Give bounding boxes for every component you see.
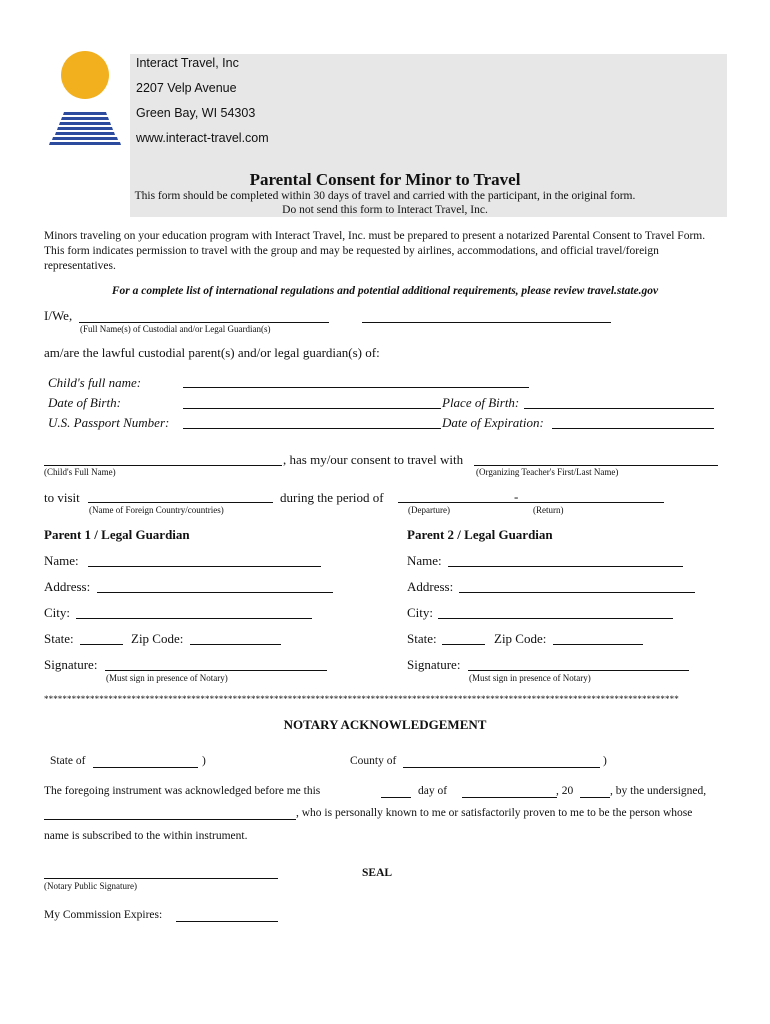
parent1-zip-label: Zip Code: xyxy=(131,631,184,646)
child-fullname-field[interactable] xyxy=(44,465,282,466)
period-field[interactable] xyxy=(398,502,664,503)
parent2-signature-caption: (Must sign in presence of Notary) xyxy=(469,673,591,683)
intro-paragraph: Minors traveling on your education program with Interact Travel, Inc. must be prepared to present a notarized Parental Consent to Travel Form. This form indicates permission to travel with the group and may be requested by airlines, accommodations, and official travel/foreign representatives. xyxy=(44,230,706,272)
departure-caption: (Departure) xyxy=(408,505,450,515)
dob-field[interactable] xyxy=(183,408,441,409)
parent1-name-field[interactable] xyxy=(88,566,321,567)
notary-signature-field[interactable] xyxy=(44,878,278,879)
ack-comma-20: , 20 xyxy=(556,785,574,797)
company-name: Interact Travel, Inc xyxy=(136,56,239,70)
pob-label: Place of Birth: xyxy=(442,395,520,410)
visit-label: to visit xyxy=(44,490,80,505)
regulations-note: For a complete list of international regulations and potential additional requirements, please review travel.state.gov xyxy=(111,285,659,297)
form-subtitle-2: Do not send this form to Interact Travel, Inc. xyxy=(282,204,488,216)
parent1-city-label: City: xyxy=(44,605,71,620)
guardian-name-field-2[interactable] xyxy=(362,322,611,323)
pob-field[interactable] xyxy=(524,408,714,409)
company-website: www.interact-travel.com xyxy=(136,131,269,145)
notary-county-label: County of xyxy=(350,755,397,767)
country-caption: (Name of Foreign Country/countries) xyxy=(89,505,224,515)
passport-label: U.S. Passport Number: xyxy=(48,415,170,430)
parent2-name-field[interactable] xyxy=(448,566,683,567)
form-title: Parental Consent for Minor to Travel xyxy=(249,170,521,189)
notary-county-field[interactable] xyxy=(403,767,600,768)
company-logo xyxy=(44,48,126,150)
ack-text-1: The foregoing instrument was acknowledged before me this xyxy=(44,785,321,797)
parent2-heading: Parent 2 / Legal Guardian xyxy=(407,527,553,542)
ack-text-3: name is subscribed to the within instrument. xyxy=(44,830,248,842)
ack-year-field[interactable] xyxy=(580,797,610,798)
company-address: 2207 Velp Avenue xyxy=(136,81,237,95)
notary-heading: NOTARY ACKNOWLEDGEMENT xyxy=(283,717,487,732)
child-name-field[interactable] xyxy=(183,387,529,388)
parent1-signature-caption: (Must sign in presence of Notary) xyxy=(106,673,228,683)
child-caption: (Child's Full Name) xyxy=(44,467,116,477)
child-name-label: Child's full name: xyxy=(48,375,142,390)
parent2-name-label: Name: xyxy=(407,553,442,568)
dob-label: Date of Birth: xyxy=(48,395,121,410)
ack-month-field[interactable] xyxy=(462,797,557,798)
parent1-signature-field[interactable] xyxy=(105,670,327,671)
ack-person-field[interactable] xyxy=(44,819,296,820)
parent1-state-field[interactable] xyxy=(80,644,123,645)
separator-stars: ****************************************************************************************************************************************** xyxy=(44,694,679,704)
iwe-label: I/We, xyxy=(44,308,73,323)
parent1-state-label: State: xyxy=(44,631,74,646)
company-city: Green Bay, WI 54303 xyxy=(136,106,256,120)
period-label: during the period of xyxy=(280,490,384,505)
expiration-label: Date of Expiration: xyxy=(442,415,544,430)
parent2-address-field[interactable] xyxy=(459,592,695,593)
logo-sun xyxy=(61,51,109,99)
parent2-state-label: State: xyxy=(407,631,437,646)
guardian-caption: (Full Name(s) of Custodial and/or Legal Guardian(s) xyxy=(80,324,271,334)
parent2-address-label: Address: xyxy=(407,579,454,594)
parent1-name-label: Name: xyxy=(44,553,79,568)
form-subtitle-1: This form should be completed within 30 days of travel and carried with the participant, in the original form. xyxy=(134,190,636,202)
ack-day-field[interactable] xyxy=(381,797,411,798)
notary-state-close: ) xyxy=(202,755,206,767)
notary-state-label: State of xyxy=(50,755,86,767)
period-dash: - xyxy=(514,489,519,504)
parent1-signature-label: Signature: xyxy=(44,657,98,672)
parent2-state-field[interactable] xyxy=(442,644,485,645)
guardian-name-field-1[interactable] xyxy=(79,322,329,323)
notary-state-field[interactable] xyxy=(93,767,198,768)
return-caption: (Return) xyxy=(533,505,564,515)
notary-signature-caption: (Notary Public Signature) xyxy=(44,881,137,891)
passport-field[interactable] xyxy=(183,428,441,429)
ack-by-undersigned: , by the undersigned, xyxy=(610,785,707,797)
seal-label: SEAL xyxy=(362,867,393,879)
parent2-signature-label: Signature: xyxy=(407,657,461,672)
commission-field[interactable] xyxy=(176,921,278,922)
notary-county-close: ) xyxy=(603,755,607,767)
parent1-heading: Parent 1 / Legal Guardian xyxy=(44,527,190,542)
teacher-caption: (Organizing Teacher's First/Last Name) xyxy=(476,467,619,477)
ack-text-2: , who is personally known to me or satisfactorily proven to me to be the person whose xyxy=(296,807,693,819)
parent2-city-label: City: xyxy=(407,605,434,620)
parent2-city-field[interactable] xyxy=(438,618,673,619)
country-field[interactable] xyxy=(88,502,273,503)
parent2-signature-field[interactable] xyxy=(468,670,689,671)
teacher-name-field[interactable] xyxy=(474,465,718,466)
parent1-city-field[interactable] xyxy=(76,618,312,619)
commission-label: My Commission Expires: xyxy=(44,909,163,921)
expiration-field[interactable] xyxy=(552,428,714,429)
parent2-zip-field[interactable] xyxy=(553,644,643,645)
parent1-address-label: Address: xyxy=(44,579,91,594)
parent2-zip-label: Zip Code: xyxy=(494,631,547,646)
guardian-statement: am/are the lawful custodial parent(s) and/or legal guardian(s) of: xyxy=(44,345,380,360)
ack-day-of: day of xyxy=(418,785,448,797)
parent1-zip-field[interactable] xyxy=(190,644,281,645)
consent-text: , has my/our consent to travel with xyxy=(283,452,464,467)
parent1-address-field[interactable] xyxy=(97,592,333,593)
logo-stripes xyxy=(49,112,121,145)
